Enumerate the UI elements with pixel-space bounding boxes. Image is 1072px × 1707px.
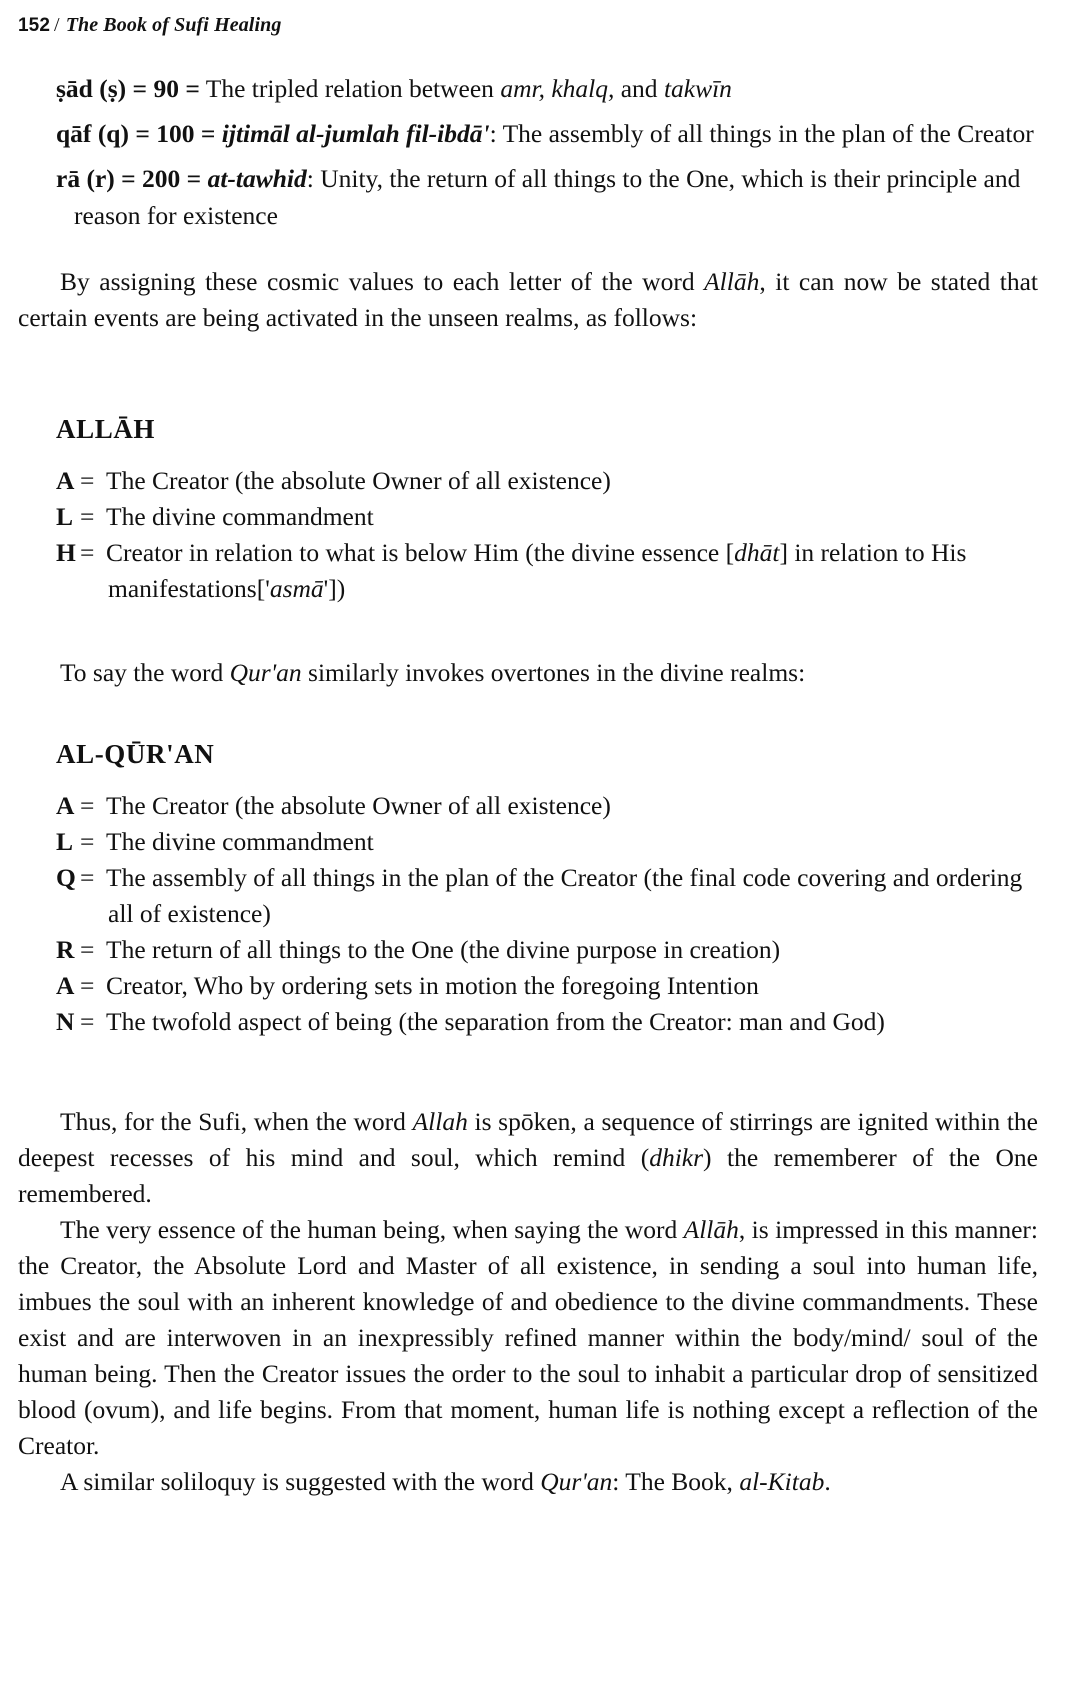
letter-numeric-value: 200 xyxy=(142,164,181,193)
entry-equals: = xyxy=(80,971,95,1000)
intro-emphasis-allah: Allāh xyxy=(704,267,760,296)
closing-p1-part-3: ) the rememberer of the One remembered. xyxy=(18,1143,1038,1208)
equals-sign-2: = xyxy=(186,164,202,193)
entry-text: The Creator (the absolute Owner of all existence) xyxy=(106,791,611,820)
letter-gloss-mid: and xyxy=(614,74,664,103)
closing-p3-part-2: : The Book, xyxy=(612,1467,740,1496)
letter-paren: (ṣ) xyxy=(99,74,127,103)
entry-text-part-2: ] in relation to His manifestations[' xyxy=(108,538,967,603)
entry-equals: = xyxy=(80,791,95,820)
letter-gloss-prefix: The tripled relation between xyxy=(205,74,501,103)
letter-transliteration: at-tawhid xyxy=(207,164,307,193)
bridge-paragraph xyxy=(18,655,1038,691)
closing-p1-part-1: Thus, for the Sufi, when the word xyxy=(60,1107,413,1136)
running-head xyxy=(18,14,1054,37)
bridge-part-1: To say the word xyxy=(60,658,230,687)
running-head-separator: / xyxy=(54,14,60,36)
closing-p2-emphasis-allah: Allāh xyxy=(683,1215,739,1244)
letter-paren: (q) xyxy=(97,119,129,148)
allah-letter-entry xyxy=(56,499,1038,535)
letter-value-list xyxy=(18,70,1038,234)
letter-numeric-value: 100 xyxy=(156,119,195,148)
closing-p2-part-1: The very essence of the human being, when saying the word xyxy=(60,1215,684,1244)
entry-equals: = xyxy=(80,502,95,531)
closing-p3-part-3: . xyxy=(824,1467,831,1496)
equals-sign-1: = xyxy=(121,164,136,193)
entry-text: The return of all things to the One (the divine purpose in creation) xyxy=(106,935,781,964)
entry-text: The divine commandment xyxy=(106,502,374,531)
entry-letter: N xyxy=(56,1007,75,1036)
closing-paragraph-2 xyxy=(18,1212,1038,1464)
equals-sign-2: = xyxy=(200,119,216,148)
spacer xyxy=(18,1088,1038,1104)
quran-letter-entry xyxy=(56,860,1038,932)
entry-equals: = xyxy=(80,827,95,856)
letter-lemma: rā xyxy=(56,164,81,193)
allah-heading: ALLĀH xyxy=(56,414,156,444)
entry-text: The twofold aspect of being (the separation from the Creator: man and God) xyxy=(106,1007,885,1036)
quran-letter-entry xyxy=(56,968,1038,1004)
entry-text: The divine commandment xyxy=(106,827,374,856)
intro-part-1: By assigning these cosmic values to each letter of the word xyxy=(60,267,705,296)
running-head-book-title: The Book of Sufi Healing xyxy=(65,14,282,36)
quran-heading: AL-QŪR'AN xyxy=(56,739,215,769)
letter-gloss: : Unity, the return of all things to the One, which is their principle and reason for existence xyxy=(74,164,1021,230)
entry-text-part-3: ']) xyxy=(323,574,346,603)
entry-emphasis-asma: asmā xyxy=(269,574,324,603)
letter-paren: (r) xyxy=(86,164,115,193)
letter-term-last-italic: takwīn xyxy=(663,74,732,103)
intro-part-2: , it can now be stated that certain events are being activated in the unseen realms, as follows: xyxy=(18,267,1038,332)
spacer xyxy=(18,234,1038,264)
quran-letter-list xyxy=(18,788,1038,1040)
entry-letter: A xyxy=(56,466,75,495)
entry-letter: L xyxy=(56,502,74,531)
closing-p1-emphasis-dhikr: dhikr xyxy=(649,1143,704,1172)
letter-terms-italic: amr, khalq, xyxy=(500,74,615,103)
entry-equals: = xyxy=(80,1007,95,1036)
intro-paragraph xyxy=(18,264,1038,336)
closing-paragraph-3 xyxy=(18,1464,1038,1500)
entry-equals: = xyxy=(80,538,95,567)
spacer xyxy=(18,1040,1038,1088)
closing-p1-emphasis-allah: Allah xyxy=(412,1107,468,1136)
bridge-emphasis-quran: Qur'an xyxy=(229,658,302,687)
entry-text: The assembly of all things in the plan of the Creator (the final code covering and ordering all of existence) xyxy=(106,863,1023,928)
allah-letter-entry xyxy=(56,463,1038,499)
spacer xyxy=(18,336,1038,384)
entry-letter: R xyxy=(56,935,75,964)
letter-lemma: qāf xyxy=(56,119,92,148)
entry-equals: = xyxy=(80,935,95,964)
letter-value-item xyxy=(18,115,1034,152)
closing-p3-part-1: A similar soliloquy is suggested with the word xyxy=(60,1467,541,1496)
equals-sign-2: = xyxy=(185,74,200,103)
entry-letter: A xyxy=(56,971,75,1000)
quran-letter-entry xyxy=(56,788,1038,824)
letter-value-item xyxy=(18,160,1034,234)
entry-equals: = xyxy=(80,466,95,495)
quran-letter-entry xyxy=(56,1004,1038,1040)
closing-p3-emphasis-alkitab: al-Kitab xyxy=(739,1467,825,1496)
entry-text: The Creator (the absolute Owner of all existence) xyxy=(106,466,611,495)
entry-letter: L xyxy=(56,827,74,856)
letter-numeric-value: 90 xyxy=(153,74,179,103)
spacer xyxy=(18,384,1038,414)
entry-letter: Q xyxy=(56,863,76,892)
closing-p3-emphasis-quran: Qur'an xyxy=(540,1467,613,1496)
letter-gloss: : The assembly of all things in the plan of the Creator xyxy=(489,119,1034,148)
quran-letter-entry xyxy=(56,824,1038,860)
page-folio-number: 152 xyxy=(18,15,51,36)
entry-equals: = xyxy=(80,863,95,892)
entry-emphasis-dhat: dhāt xyxy=(734,538,780,567)
page-content xyxy=(18,70,1038,1500)
equals-sign-1: = xyxy=(135,119,150,148)
entry-letter: H xyxy=(56,538,76,567)
letter-transliteration: ijtimāl al-jumlah fil-ibdā' xyxy=(221,119,490,148)
entry-text-part-1: Creator in relation to what is below Him (the divine essence [ xyxy=(106,538,735,567)
quran-letter-entry xyxy=(56,932,1038,968)
closing-p1-part-2: is spōken, a sequence of stirrings are ignited within the deepest recesses of his mind and soul, which remind ( xyxy=(18,1107,1038,1172)
entry-text: Creator, Who by ordering sets in motion the foregoing Intention xyxy=(106,971,759,1000)
closing-paragraph-1 xyxy=(18,1104,1038,1212)
closing-p2-part-2: , is impressed in this manner: the Creator, the Absolute Lord and Master of all existence, in sending a soul into human life, imbues the soul with an inherent knowledge of and obedience to the divine commandments. These exist and are interwoven in an inexpressibly refined manner within the body/mind/ soul of the human being. Then the Creator issues the order to the soul to inhabit a particular drop of sensitized blood (ovum), and life begins. From that moment, human life is nothing except a reflection of the Creator. xyxy=(18,1215,1038,1460)
spacer xyxy=(18,691,1038,739)
allah-letter-entry xyxy=(56,535,1038,607)
equals-sign-1: = xyxy=(132,74,148,103)
bridge-part-2: similarly invokes overtones in the divine realms: xyxy=(301,658,806,687)
allah-letter-list xyxy=(18,463,1038,607)
letter-value-item xyxy=(18,70,1034,107)
letter-lemma: ṣād xyxy=(56,74,93,103)
entry-letter: A xyxy=(56,791,75,820)
spacer xyxy=(18,607,1038,655)
